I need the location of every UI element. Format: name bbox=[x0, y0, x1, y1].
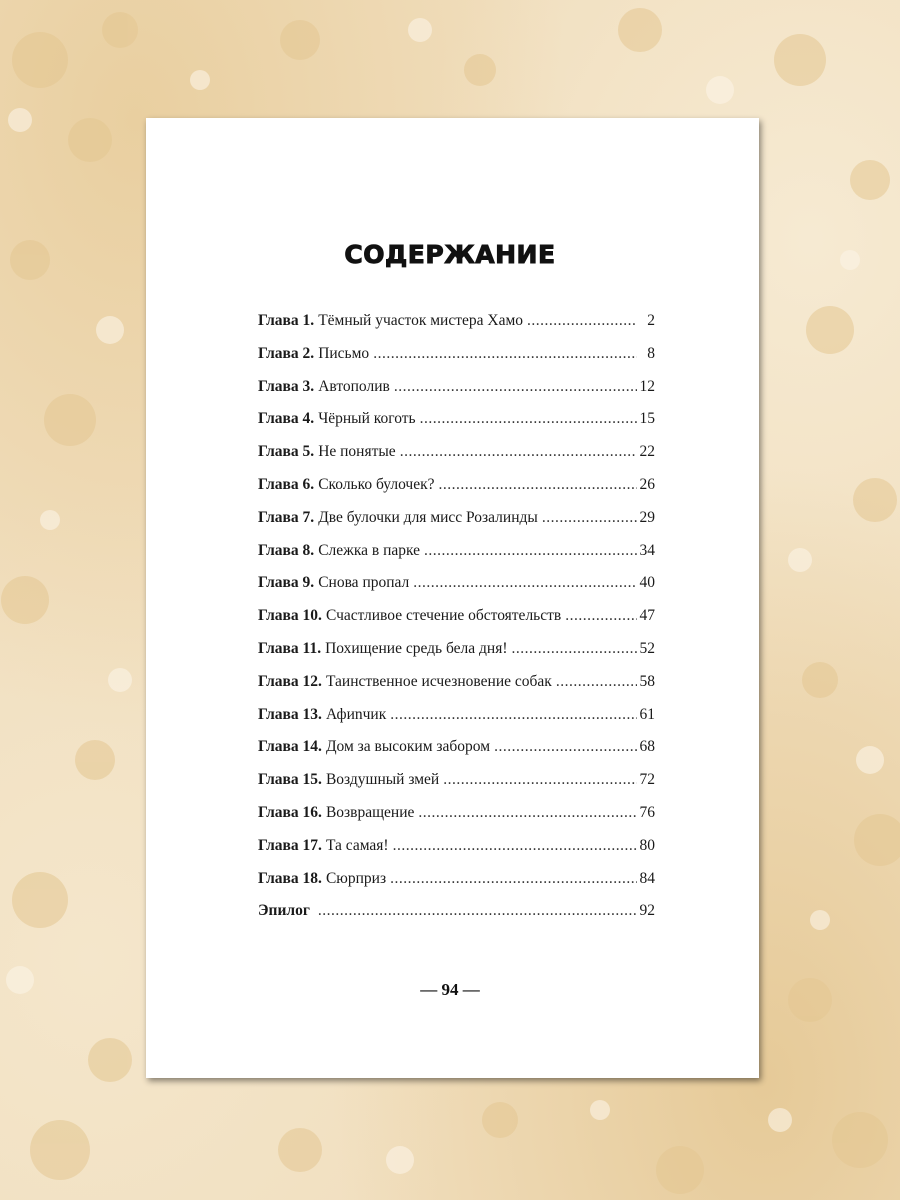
toc-entry bbox=[258, 476, 655, 509]
toc-page-number: 52 bbox=[639, 639, 655, 657]
toc-dot-leader bbox=[390, 870, 637, 888]
toc-dot-leader bbox=[565, 607, 637, 625]
toc-entry bbox=[258, 607, 655, 640]
toc-chapter-name: Сколько булочек? bbox=[318, 475, 435, 493]
toc-chapter-name: Та самая! bbox=[325, 836, 389, 854]
toc-chapter-name: Возвращение bbox=[325, 803, 415, 821]
toc-dot-leader bbox=[439, 476, 637, 494]
toc-entry bbox=[258, 771, 655, 804]
toc-page-number: 80 bbox=[639, 836, 655, 854]
toc-entry bbox=[258, 673, 655, 706]
toc-chapter-label: Глава 8. bbox=[258, 541, 315, 559]
toc-chapter-name: Дом за высоким забором bbox=[325, 738, 491, 756]
toc-dot-leader bbox=[494, 738, 637, 756]
toc-page-number: 2 bbox=[647, 312, 655, 329]
toc-chapter-label: Глава 3. bbox=[258, 377, 315, 395]
toc-chapter-label: Глава 5. bbox=[258, 443, 315, 461]
toc-chapter-name: Две булочки для мисс Розалинды bbox=[318, 508, 538, 526]
toc-page-number: 47 bbox=[639, 607, 655, 625]
toc-page-number: 84 bbox=[639, 869, 655, 887]
toc-chapter-label: Глава 2. bbox=[258, 344, 315, 362]
toc-chapter-name: Автополив bbox=[318, 377, 390, 395]
toc-dot-leader bbox=[420, 410, 637, 428]
toc-chapter-label: Глава 14. bbox=[258, 738, 322, 756]
toc-dot-leader bbox=[418, 804, 637, 822]
toc-dot-leader bbox=[542, 509, 637, 527]
toc-chapter-label: Глава 17. bbox=[258, 836, 322, 854]
toc-page-number: 29 bbox=[639, 508, 655, 526]
toc-dot-leader bbox=[390, 706, 637, 724]
toc-dot-leader bbox=[318, 902, 637, 920]
toc-chapter-name: Слежка в парке bbox=[318, 541, 421, 559]
toc-chapter-name: Воздушный змей bbox=[325, 771, 440, 789]
toc-dot-leader bbox=[393, 837, 637, 855]
toc-dot-leader bbox=[443, 771, 637, 789]
toc-entry bbox=[258, 902, 655, 935]
toc-chapter-label: Глава 10. bbox=[258, 607, 322, 625]
toc-chapter-label: Глава 13. bbox=[258, 705, 322, 723]
toc-entry bbox=[258, 640, 655, 673]
toc-dot-leader bbox=[556, 673, 637, 691]
toc-dot-leader bbox=[424, 542, 637, 560]
toc-chapter-name: Письмо bbox=[318, 344, 370, 362]
toc-entry bbox=[258, 443, 655, 476]
toc-chapter-name: Снова пропал bbox=[318, 574, 410, 592]
contents-title: СОДЕРЖАНИЕ bbox=[344, 240, 556, 269]
toc-page-number: 22 bbox=[639, 443, 655, 461]
toc-chapter-label: Глава 15. bbox=[258, 771, 322, 789]
toc-page-number: 58 bbox=[639, 672, 655, 690]
toc-chapter-name: Не понятые bbox=[318, 443, 396, 461]
toc-chapter-name: Похищение средь бела дня! bbox=[325, 639, 508, 657]
toc-dot-leader bbox=[527, 312, 637, 330]
toc-chapter-name: Счастливое стечение обстоятельств bbox=[325, 607, 562, 625]
toc-dot-leader bbox=[394, 378, 637, 396]
toc-page-number: 34 bbox=[639, 541, 655, 559]
toc-page-number: 68 bbox=[639, 738, 655, 756]
toc-page-number: 92 bbox=[639, 902, 655, 920]
toc-chapter-name: Афиnчик bbox=[325, 705, 387, 723]
toc-page-number: 26 bbox=[639, 475, 655, 493]
toc-chapter-label: Глава 7. bbox=[258, 508, 315, 526]
toc-chapter-name: Тёмный участок мистера Хамо bbox=[318, 312, 524, 329]
toc-chapter-label: Глава 6. bbox=[258, 475, 315, 493]
toc-chapter-label: Глава 18. bbox=[258, 869, 322, 887]
toc-dot-leader bbox=[512, 640, 638, 658]
toc-entry bbox=[258, 837, 655, 870]
toc-dot-leader bbox=[413, 574, 637, 592]
toc-chapter-label: Глава 12. bbox=[258, 672, 322, 690]
toc-chapter-label: Глава 9. bbox=[258, 574, 315, 592]
toc-entry bbox=[258, 312, 655, 345]
toc-chapter-name: Таинственное исчезновение собак bbox=[325, 672, 552, 690]
toc-chapter-label: Глава 16. bbox=[258, 803, 322, 821]
toc-dot-leader bbox=[400, 443, 637, 461]
toc-chapter-label: Эпилог bbox=[258, 902, 310, 920]
toc-entry bbox=[258, 804, 655, 837]
toc-chapter-name: Чёрный коготь bbox=[318, 410, 416, 428]
toc-entry bbox=[258, 378, 655, 411]
toc-page-number: 61 bbox=[639, 705, 655, 723]
toc-entry bbox=[258, 542, 655, 575]
toc-entry bbox=[258, 410, 655, 443]
toc-entry bbox=[258, 870, 655, 903]
table-of-contents bbox=[258, 312, 655, 935]
toc-chapter-label: Глава 1. bbox=[258, 312, 315, 329]
toc-page-number: 72 bbox=[639, 771, 655, 789]
toc-dot-leader bbox=[373, 345, 637, 363]
toc-chapter-name: Сюрприз bbox=[325, 869, 387, 887]
toc-page-number: 8 bbox=[647, 344, 655, 362]
toc-entry bbox=[258, 706, 655, 739]
toc-page-number: 15 bbox=[639, 410, 655, 428]
toc-entry bbox=[258, 345, 655, 378]
toc-entry bbox=[258, 509, 655, 542]
toc-entry bbox=[258, 738, 655, 771]
toc-chapter-label: Глава 11. bbox=[258, 639, 322, 657]
toc-chapter-label: Глава 4. bbox=[258, 410, 315, 428]
toc-page-number: 40 bbox=[639, 574, 655, 592]
toc-page-number: 76 bbox=[639, 803, 655, 821]
toc-page-number: 12 bbox=[639, 377, 655, 395]
page-number: — 94 — bbox=[420, 980, 480, 999]
toc-entry bbox=[258, 574, 655, 607]
